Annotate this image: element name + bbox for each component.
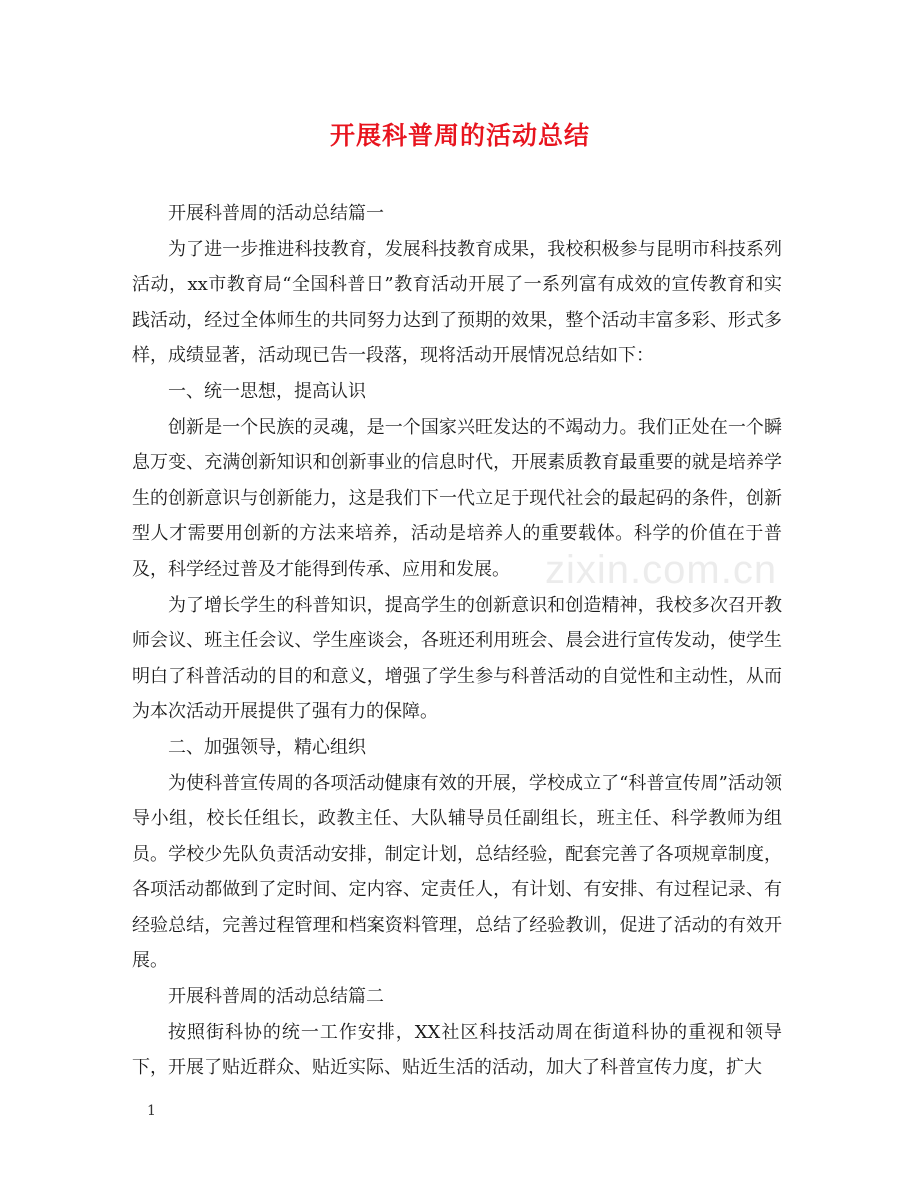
paragraph-meetings: 为了增长学生的科普知识，提高学生的创新意识和创造精神，我校多次召开教师会议、班主任会议、学生座谈会，各班还利用班会、晨会进行宣传发动，使学生明白了科普活动的目的和意义，增强了学生参与科普活动的自觉性和主动性，从而为本次活动开展提供了强有力的保障。 <box>132 594 782 723</box>
document-title: 开展科普周的活动总结 <box>329 121 590 150</box>
paragraph-heading-leadership: 二、加强领导，精心组织 <box>168 736 366 758</box>
paragraph-heading-unify-thinking: 一、统一思想，提高认识 <box>168 380 366 402</box>
paragraph-section-heading-2: 开展科普周的活动总结篇二 <box>168 986 384 1008</box>
paragraph-organization: 为使科普宣传周的各项活动健康有效的开展，学校成立了“科普宣传周”活动领导小组，校长任组长，政教主任、大队辅导员任副组长，班主任、科学教师为组员。学校少先队负责活动安排，制定计划，总结经验，配套完善了各项规章制度，各项活动都做到了定时间、定内容、定责任人，有计划、有安排、有过程记录、有经验总结，完善过程管理和档案资料管理，总结了经验教训，促进了活动的有效开展。 <box>132 772 782 972</box>
watermark: zixin.com.cn <box>545 548 778 592</box>
paragraph-section-heading-1: 开展科普周的活动总结篇一 <box>168 203 384 224</box>
paragraph-intro: 为了进一步推进科技教育，发展科技教育成果，我校积极参与昆明市科技系列活动，xx市教育局“全国科普日”教育活动开展了一系列富有成效的宣传教育和实践活动，经过全体师生的共同努力达到了预期的效果，整个活动丰富多彩、形式多样，成绩显著，活动现已告一段落，现将活动开展情况总结如下： <box>132 238 782 367</box>
page-number: 1 <box>147 1103 156 1119</box>
document-body <box>132 196 782 1086</box>
paragraph-innovation: 创新是一个民族的灵魂，是一个国家兴旺发达的不竭动力。我们正处在一个瞬息万变、充满创新知识和创新事业的信息时代，开展素质教育最重要的就是培养学生的创新意识与创新能力，这是我们下一代立足于现代社会的最起码的条件，创新型人才需要用创新的方法来培养，活动是培养人的重要载体。科学的价值在于普及，科学经过普及才能得到传承、应用和发展。 <box>132 416 782 580</box>
paragraph-community: 按照街科协的统一工作安排，XX社区科技活动周在街道科协的重视和领导下，开展了贴近群众、贴近实际、贴近生活的活动，加大了科普宣传力度，扩大 <box>132 1021 782 1079</box>
